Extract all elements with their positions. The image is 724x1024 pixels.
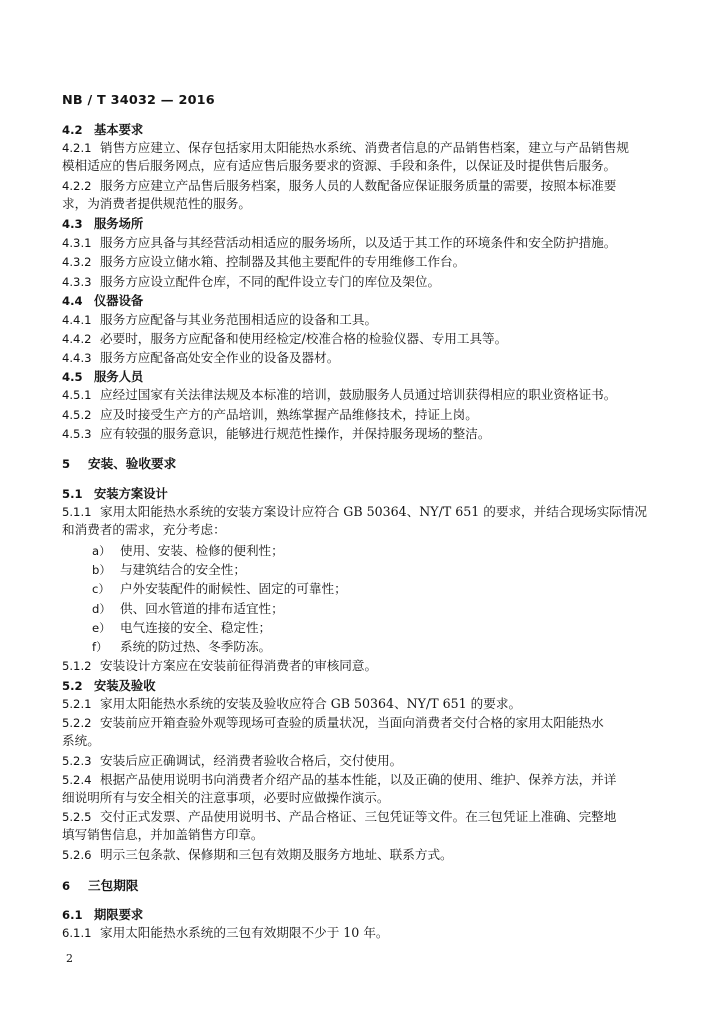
standard-number: NB / T 34032 — 2016 [62,93,215,108]
clause-4-4-1: 4.4.1 服务方应配备与其业务范围相适应的设备和工具。 [62,312,378,327]
clause-4-5-2: 4.5.2 应及时接受生产方的产品培训，熟练掌握产品维修技术，持证上岗。 [62,407,478,422]
list-item-a: a） 使用、安装、检修的便利性； [92,543,284,558]
clause-4-3-2: 4.3.2 服务方应设立储水箱、控制器及其他主要配件的专用维修工作台。 [62,254,466,269]
section-4-2-heading: 4.2 基本要求 [62,123,144,137]
clause-4-3-3: 4.3.3 服务方应设立配件仓库，不同的配件设立专门的库位及架位。 [62,274,441,289]
section-4-5-heading: 4.5 服务人员 [62,370,144,384]
chapter-5-heading: 5 安装、验收要求 [62,456,177,471]
clause-5-2-2-line1: 5.2.2 安装前应开箱查验外观等现场可查验的质量状况，当面向消费者交付合格的家用太阳能热水 [62,715,604,730]
clause-4-2-2-line2: 求，为消费者提供规范性的服务。 [62,196,251,211]
clause-5-2-4-line2: 细说明所有与安全相关的注意事项，必要时应做操作演示。 [62,790,390,805]
clause-4-5-3: 4.5.3 应有较强的服务意识，能够进行规范性操作，并保持服务现场的整洁。 [62,426,491,441]
chapter-6-heading: 6 三包期限 [62,878,139,893]
list-item-d: d） 供、回水管道的排布适宜性； [92,601,284,616]
clause-6-1-1: 6.1.1 家用太阳能热水系统的三包有效期限不少于 10 年。 [62,925,389,940]
section-6-1-heading: 6.1 期限要求 [62,908,144,922]
list-item-c: c） 户外安装配件的耐候性、固定的可靠性； [92,581,347,596]
section-4-4-heading: 4.4 仪器设备 [62,294,144,308]
clause-4-4-3: 4.4.3 服务方应配备高处安全作业的设备及器材。 [62,350,340,365]
list-item-f: f） 系统的防过热、冬季防冻。 [92,639,272,654]
section-4-3-heading: 4.3 服务场所 [62,217,144,231]
clause-5-1-2: 5.1.2 安装设计方案应在安装前征得消费者的审核同意。 [62,658,378,673]
clause-5-2-5-line1: 5.2.5 交付正式发票、产品使用说明书、产品合格证、三包凭证等文件。在三包凭证上准确、完整地 [62,809,617,824]
clause-5-2-1: 5.2.1 家用太阳能热水系统的安装及验收应符合 GB 50364、NY/T 651 的要求。 [62,696,522,711]
clause-4-2-2-line1: 4.2.2 服务方应建立产品售后服务档案，服务人员的人数配备应保证服务质量的需要，按照本标准要 [62,178,617,193]
list-item-b: b） 与建筑结合的安全性； [92,562,246,577]
clause-4-2-1-line1: 4.2.1 销售方应建立、保存包括家用太阳能热水系统、消费者信息的产品销售档案，建立与产品销售规 [62,140,629,155]
clause-4-4-2: 4.4.2 必要时，服务方应配备和使用经检定/校准合格的检验仪器、专用工具等。 [62,331,508,346]
page-number: 2 [66,952,73,965]
clause-4-2-1-line2: 模相适应的售后服务网点，应有适应售后服务要求的资源、手段和条件，以保证及时提供售后服务。 [62,158,617,173]
clause-5-1-1-line1: 5.1.1 家用太阳能热水系统的安装方案设计应符合 GB 50364、NY/T 651 的要求，并结合现场实际情况 [62,504,647,519]
clause-5-2-6: 5.2.6 明示三包条款、保修期和三包有效期及服务方地址、联系方式。 [62,847,453,862]
clause-5-2-2-line2: 系统。 [62,733,100,748]
clause-5-2-4-line1: 5.2.4 根据产品使用说明书向消费者介绍产品的基本性能，以及正确的使用、维护、保养方法，并详 [62,772,617,787]
clause-4-3-1: 4.3.1 服务方应具备与其经营活动相适应的服务场所，以及适于其工作的环境条件和安全防护措施。 [62,235,617,250]
section-5-2-heading: 5.2 安装及验收 [62,679,156,693]
clause-5-2-5-line2: 填写销售信息，并加盖销售方印章。 [62,827,264,842]
section-5-1-heading: 5.1 安装方案设计 [62,487,168,501]
clause-4-5-1: 4.5.1 应经过国家有关法律法规及本标准的培训，鼓励服务人员通过培训获得相应的职业资格证书。 [62,387,617,402]
clause-5-1-1-line2: 和消费者的需求，充分考虑： [62,522,226,537]
clause-5-2-3: 5.2.3 安装后应正确调试，经消费者验收合格后，交付使用。 [62,753,403,768]
list-item-e: e） 电气连接的安全、稳定性； [92,620,272,635]
